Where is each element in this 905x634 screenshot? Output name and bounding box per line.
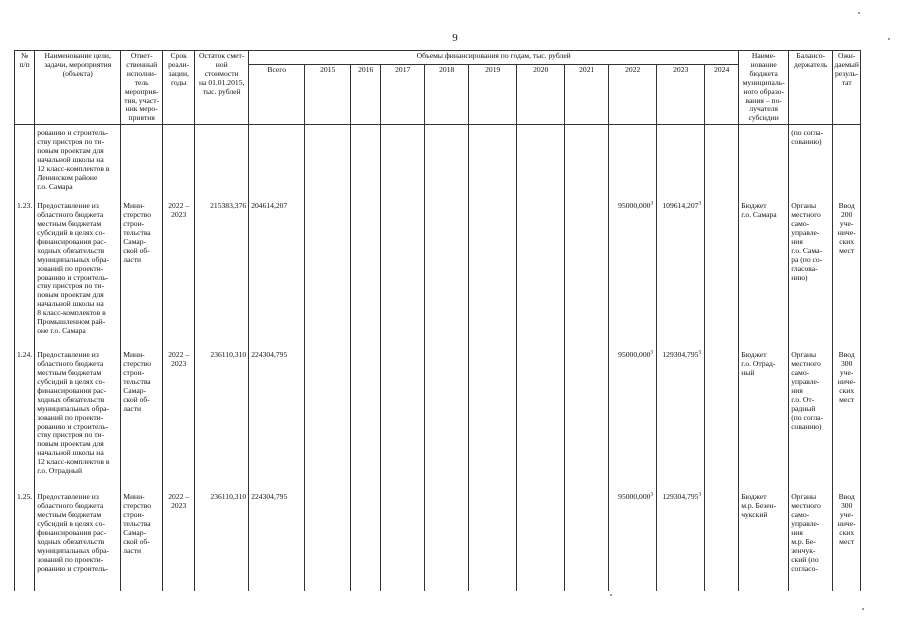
row-index: 1.24. [15,346,35,488]
header-year: 2023 [657,65,705,125]
row-recipient: Бюджет м.р. Безен- чукский [739,488,789,591]
row-name: Предоставление из областного бюджета местным бюджетам субсидий в целях со- финансирования рас- ходных обязательств муниципальных обра- зований по проекти- рованию и строитель- ству пристроя по ти- повым проектам для начальной школы на 12 класс-комплектов в г.о. Отрадный [35,346,121,488]
header-year: 2016 [351,65,381,125]
header-result: Ожи- даемый резуль- тат [833,51,861,125]
row-amount-2022 [609,488,657,591]
header-year: 2017 [381,65,425,125]
row-name: рованию и строитель- ству пристроя по ти- повым проектам для начальной школы на 12 класс-комплектов в Ленинском районе г.о. Самара [35,125,121,198]
header-recipient: Наиме- нование бюджета муниципаль- ного образо- вания – по- лучателя субсидии [739,51,789,125]
footnote-mark: 3 [698,200,702,207]
row-total: 224304,795 [249,488,305,591]
row-amount-2023 [657,488,705,591]
row-amount-2023 [657,346,705,488]
amount-value: 95000,000 [618,492,651,502]
row-holder: Органы местного само- управле- ния г.о. От- радный (по согла- сованию) [789,346,833,488]
header-executor: Ответ- ственный исполни- тель мероприя- тия, участ- ник меро- приятия [121,51,163,125]
row-result: Ввод 300 уче- ниче- ских мест [833,346,861,488]
scan-speck [610,594,612,596]
scan-speck [858,12,860,14]
footnote-mark: 3 [698,349,702,356]
row-executor: Мини- стерство строи- тельства Самар- ской об- ласти [121,346,163,488]
row-total: 204614,207 [249,197,305,346]
row-holder: Органы местного само- управле- ния г.о. Сама- ра (по со- гласова- нию) [789,197,833,346]
header-year: 2024 [705,65,739,125]
funding-table [14,50,861,591]
footnote-mark: 3 [650,491,654,498]
table-row [15,346,861,488]
scan-speck [862,608,864,610]
row-result: Ввод 200 уче- ниче- ских мест [833,197,861,346]
header-year: 2020 [517,65,565,125]
header-funding-group: Объемы финансирования по годам, тыс. рублей [249,51,739,65]
header-year: 2022 [609,65,657,125]
row-executor: Мини- стерство строи- тельства Самар- ской об- ласти [121,197,163,346]
row-amount-2022 [609,197,657,346]
page-number: 9 [452,32,458,44]
header-holder: Балансо- держатель [789,51,833,125]
row-name: Предоставление из областного бюджета местным бюджетам субсидий в целях со- финансирования рас- ходных обязательств муниципальных обра- зований по проекти- рованию и строитель- [35,488,121,591]
row-index: 1.23. [15,197,35,346]
table-row-continuation [15,125,861,198]
header-year: 2018 [425,65,469,125]
footnote-mark: 3 [698,491,702,498]
row-recipient: Бюджет г.о. Отрад- ный [739,346,789,488]
row-amount-2022 [609,346,657,488]
header-index: № п/п [15,51,35,125]
amount-value: 109614,207 [662,201,699,211]
row-remainder: 236110,310 [195,488,249,591]
header-term: Срок реали- зации, годы [163,51,195,125]
header-year: 2015 [305,65,351,125]
row-holder: (по согла- сованию) [789,125,833,198]
row-term: 2022 – 2023 [163,488,195,591]
footnote-mark: 3 [650,200,654,207]
amount-value: 129304,795 [662,492,699,502]
header-remainder: Остаток смет- ной стоимости на 01.01.2015, тыс. рублей [195,51,249,125]
amount-value: 95000,000 [618,350,651,360]
table-row [15,488,861,591]
row-term: 2022 – 2023 [163,197,195,346]
table-header [15,51,861,125]
row-name: Предоставление из областного бюджета местным бюджетам субсидий в целях со- финансирования рас- ходных обязательств муниципальных обра- зований по проекти- рованию и строитель- ству пристроя по ти- повым проектам для начальной школы на 8 класс-комплектов в Промышленном рай- оне г.о. Самара [35,197,121,346]
row-result: Ввод 300 уче- ниче- ских мест [833,488,861,591]
row-remainder: 215383,376 [195,197,249,346]
row-amount-2023 [657,197,705,346]
row-holder: Органы местного само- управле- ния м.р. Бе- зенчук- ский (по согласо- [789,488,833,591]
scan-speck [888,38,890,40]
footnote-mark: 3 [650,349,654,356]
row-term: 2022 – 2023 [163,346,195,488]
row-index: 1.25. [15,488,35,591]
amount-value: 129304,795 [662,350,699,360]
header-name: Наименование цели, задачи, мероприятия (объекта) [35,51,121,125]
row-total: 224304,795 [249,346,305,488]
row-recipient: Бюджет г.о. Самара [739,197,789,346]
row-remainder: 236110,310 [195,346,249,488]
row-executor: Мини- стерство строи- тельства Самар- ской об- ласти [121,488,163,591]
header-year: 2019 [469,65,517,125]
table-row [15,197,861,346]
header-year: 2021 [565,65,609,125]
header-total: Всего [249,65,305,125]
amount-value: 95000,000 [618,201,651,211]
